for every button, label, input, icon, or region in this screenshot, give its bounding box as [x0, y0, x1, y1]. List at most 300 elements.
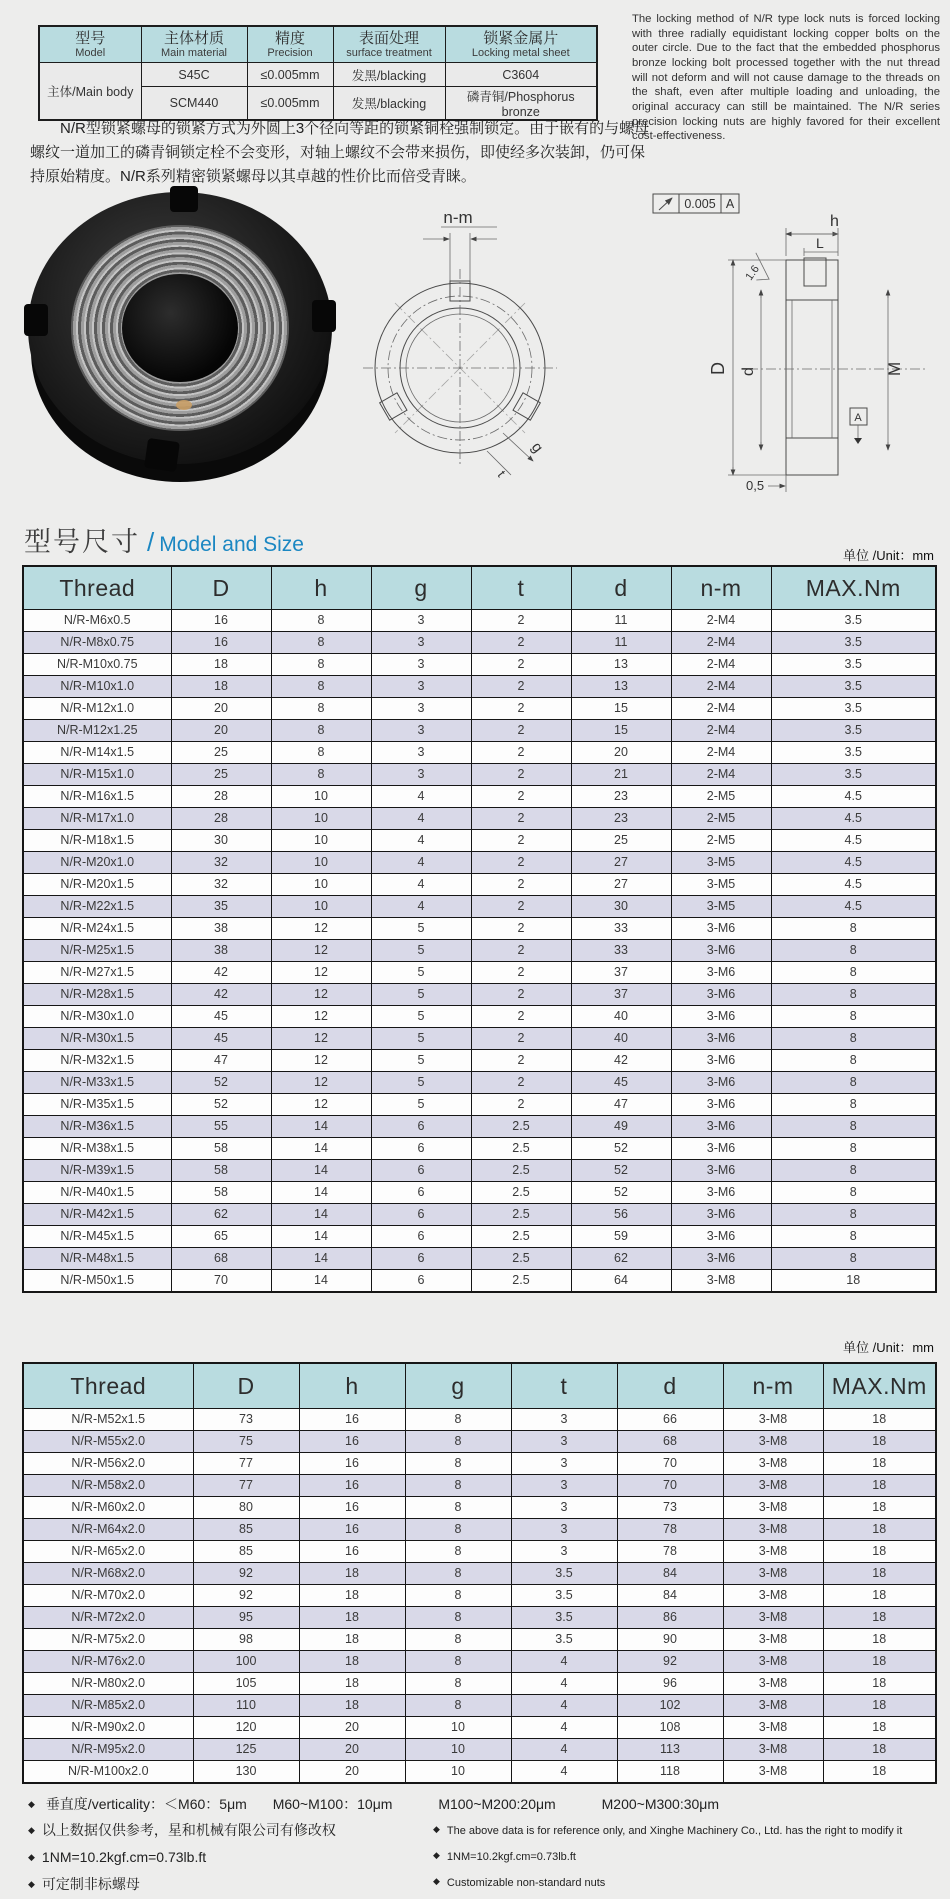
table-cell: 18	[823, 1673, 936, 1695]
table-cell: 20	[299, 1717, 405, 1739]
table-cell: 18	[299, 1607, 405, 1629]
table-cell: 10	[271, 808, 371, 830]
table-row	[23, 1563, 936, 1585]
table-cell: 18	[171, 676, 271, 698]
table-cell: 4.5	[771, 786, 936, 808]
table-cell: 2-M5	[671, 786, 771, 808]
col-d: d	[571, 566, 671, 610]
table-cell: 20	[171, 698, 271, 720]
table-cell: N/R-M12x1.0	[23, 698, 171, 720]
table-cell: 15	[571, 720, 671, 742]
table-cell: 8	[771, 918, 936, 940]
table-cell: 2	[471, 940, 571, 962]
col-thread: Thread	[23, 1363, 193, 1409]
table-row	[23, 1695, 936, 1717]
table-cell: N/R-M70x2.0	[23, 1585, 193, 1607]
table-cell: 3.5	[511, 1563, 617, 1585]
table-cell: N/R-M17x1.0	[23, 808, 171, 830]
table-cell: 8	[771, 1094, 936, 1116]
table-cell: 18	[299, 1629, 405, 1651]
table-cell: 2-M4	[671, 720, 771, 742]
table-cell: 3-M6	[671, 962, 771, 984]
table-cell: 4	[371, 808, 471, 830]
materials-header-row	[39, 26, 597, 63]
table-cell: 2	[471, 676, 571, 698]
table-cell: 3-M6	[671, 1116, 771, 1138]
table-row	[23, 1248, 936, 1270]
table-cell: 68	[617, 1431, 723, 1453]
table-cell: N/R-M22x1.5	[23, 896, 171, 918]
table-cell: 8	[771, 1204, 936, 1226]
col-thread: Thread	[23, 566, 171, 610]
table-row	[23, 1431, 936, 1453]
table-cell: 66	[617, 1409, 723, 1431]
table-cell: N/R-M25x1.5	[23, 940, 171, 962]
table-cell: 8	[771, 1072, 936, 1094]
table-cell: 78	[617, 1519, 723, 1541]
table-cell: 8	[405, 1629, 511, 1651]
table-cell: 3.5	[511, 1607, 617, 1629]
table-cell: N/R-M15x1.0	[23, 764, 171, 786]
size-table-header-row	[23, 566, 936, 610]
table-cell: 8	[271, 610, 371, 632]
table-cell: 45	[171, 1028, 271, 1050]
table-row	[23, 1475, 936, 1497]
col-precision-zh: 精度	[274, 30, 305, 47]
table-cell: 2-M5	[671, 830, 771, 852]
table-cell: 10	[271, 830, 371, 852]
table-cell: 18	[823, 1739, 936, 1761]
table-cell: 2	[471, 1094, 571, 1116]
table-cell: 2-M4	[671, 610, 771, 632]
table-cell: 28	[171, 808, 271, 830]
unit-label: 单位 /Unit：mm	[842, 1340, 934, 1355]
table-cell: 3-M8	[671, 1270, 771, 1293]
table-cell: 84	[617, 1585, 723, 1607]
table-cell: 14	[271, 1182, 371, 1204]
col-g: g	[371, 566, 471, 610]
table-cell: 3	[371, 742, 471, 764]
col-D: D	[193, 1363, 299, 1409]
nut-slot	[312, 300, 336, 332]
table-cell: 65	[171, 1226, 271, 1248]
table-cell: 3-M8	[723, 1739, 823, 1761]
table-row	[23, 720, 936, 742]
table-cell: 4.5	[771, 896, 936, 918]
table-cell: 70	[171, 1270, 271, 1293]
table-cell: 40	[571, 1028, 671, 1050]
table-cell: 21	[571, 764, 671, 786]
nut-face	[28, 192, 332, 464]
tolerance-datum-ref: A	[725, 197, 735, 211]
table-cell: 3	[511, 1497, 617, 1519]
note-item: ◆ Customizable non-standard nuts	[433, 1876, 902, 1889]
table-cell: N/R-M100x2.0	[23, 1761, 193, 1784]
table-cell: 14	[271, 1248, 371, 1270]
note-item: ◆ 1NM=10.2kgf.cm=0.73lb.ft	[433, 1850, 902, 1863]
table-cell: 3-M8	[723, 1497, 823, 1519]
table-cell: 4	[511, 1651, 617, 1673]
table-cell: 45	[571, 1072, 671, 1094]
table-cell: 37	[571, 984, 671, 1006]
col-locking-sheet	[445, 26, 597, 63]
table-cell: 3-M6	[671, 1072, 771, 1094]
table-cell: 10	[271, 896, 371, 918]
table-cell: 52	[171, 1072, 271, 1094]
table-row	[23, 1761, 936, 1784]
table-cell: 发黑/blacking	[333, 87, 445, 121]
table-cell: 18	[823, 1563, 936, 1585]
table-cell: 47	[171, 1050, 271, 1072]
table-cell: 3-M6	[671, 984, 771, 1006]
table-cell: 6	[371, 1160, 471, 1182]
size-table-2-body	[23, 1409, 936, 1784]
front-view-drawing	[345, 203, 580, 498]
table-cell: 3-M5	[671, 852, 771, 874]
table-cell: 85	[193, 1519, 299, 1541]
table-cell: 3-M6	[671, 1028, 771, 1050]
table-cell: 52	[571, 1182, 671, 1204]
table-cell: 3-M8	[723, 1431, 823, 1453]
table-cell: 18	[823, 1453, 936, 1475]
table-cell: 5	[371, 1028, 471, 1050]
table-row	[23, 1204, 936, 1226]
table-cell: 113	[617, 1739, 723, 1761]
table-cell: 73	[617, 1497, 723, 1519]
nut-slot	[170, 186, 198, 212]
table-cell: 8	[771, 1116, 936, 1138]
table-cell: 2	[471, 1072, 571, 1094]
table-cell: 3	[371, 720, 471, 742]
table-cell: 10	[405, 1717, 511, 1739]
table-cell: 2	[471, 918, 571, 940]
runout-tolerance-frame	[653, 194, 739, 213]
table-cell: C3604	[445, 63, 597, 87]
table-cell: N/R-M33x1.5	[23, 1072, 171, 1094]
table-cell: 3	[371, 698, 471, 720]
table-row	[23, 1409, 936, 1431]
size-table-header-row	[23, 1363, 936, 1409]
table-cell: 105	[193, 1673, 299, 1695]
table-cell: 4	[371, 874, 471, 896]
table-cell: N/R-M36x1.5	[23, 1116, 171, 1138]
table-cell: 2-M4	[671, 654, 771, 676]
table-cell: 10	[271, 852, 371, 874]
table-row	[23, 984, 936, 1006]
table-cell: 8	[405, 1431, 511, 1453]
table-cell: 12	[271, 962, 371, 984]
table-cell: 4	[511, 1695, 617, 1717]
table-cell: N/R-M27x1.5	[23, 962, 171, 984]
col-locking-sheet-zh: 锁紧金属片	[483, 30, 559, 47]
table-cell: 78	[617, 1541, 723, 1563]
tolerance-value: 0.005	[684, 197, 716, 211]
col-surface-zh: 表面处理	[358, 30, 419, 47]
table-cell: 16	[299, 1453, 405, 1475]
table-cell: 3	[371, 654, 471, 676]
table-cell: 12	[271, 940, 371, 962]
table-cell: 52	[171, 1094, 271, 1116]
table-cell: 2	[471, 764, 571, 786]
table-cell: 62	[571, 1248, 671, 1270]
table-cell: 8	[771, 1160, 936, 1182]
heading-slash: /	[147, 527, 155, 557]
table-cell: 98	[193, 1629, 299, 1651]
table-cell: 2	[471, 830, 571, 852]
table-row	[23, 1673, 936, 1695]
table-cell: 37	[571, 962, 671, 984]
table-cell: 3	[511, 1453, 617, 1475]
table-cell: 68	[171, 1248, 271, 1270]
table-row	[23, 698, 936, 720]
table-row	[23, 808, 936, 830]
table-cell: N/R-M90x2.0	[23, 1717, 193, 1739]
table-cell: 10	[405, 1739, 511, 1761]
table-cell: 77	[193, 1453, 299, 1475]
table-cell: 2	[471, 896, 571, 918]
table-cell: N/R-M30x1.0	[23, 1006, 171, 1028]
table-cell: 8	[771, 962, 936, 984]
datum-a-label: A	[854, 412, 862, 424]
table-cell: 2.5	[471, 1248, 571, 1270]
table-cell: 8	[405, 1541, 511, 1563]
table-cell: 3-M6	[671, 1006, 771, 1028]
table-cell: 18	[823, 1519, 936, 1541]
table-cell: 64	[571, 1270, 671, 1293]
table-cell: 8	[271, 676, 371, 698]
table-row	[23, 610, 936, 632]
table-cell: 3-M8	[723, 1695, 823, 1717]
table-cell: 8	[771, 940, 936, 962]
table-row	[23, 1160, 936, 1182]
table-cell: 3-M6	[671, 1094, 771, 1116]
table-cell: 2	[471, 984, 571, 1006]
table-cell: 5	[371, 1094, 471, 1116]
table-row	[23, 786, 936, 808]
section-title-en: Model and Size	[159, 533, 304, 556]
table-cell: 3-M8	[723, 1585, 823, 1607]
table-cell: 8	[271, 654, 371, 676]
table-cell: 8	[405, 1475, 511, 1497]
note-verticality-c: M100~M200:20μm	[438, 1796, 556, 1812]
table-cell: 14	[271, 1160, 371, 1182]
table-cell: 12	[271, 984, 371, 1006]
table-cell: N/R-M32x1.5	[23, 1050, 171, 1072]
table-row	[23, 1497, 936, 1519]
table-row	[23, 1519, 936, 1541]
table-row	[23, 1651, 936, 1673]
table-cell: 12	[271, 1006, 371, 1028]
table-cell: 32	[171, 874, 271, 896]
table-row	[23, 632, 936, 654]
table-cell: 20	[299, 1761, 405, 1784]
table-cell: 12	[271, 1028, 371, 1050]
table-cell: 3-M8	[723, 1409, 823, 1431]
table-cell: 14	[271, 1138, 371, 1160]
table-cell: 3-M6	[671, 918, 771, 940]
table-cell: 38	[171, 918, 271, 940]
table-cell: 20	[571, 742, 671, 764]
table-cell: N/R-M10x1.0	[23, 676, 171, 698]
table-cell: 8	[405, 1497, 511, 1519]
table-cell: 18	[771, 1270, 936, 1293]
table-cell: 38	[171, 940, 271, 962]
table-cell: 4.5	[771, 874, 936, 896]
table-cell: 3-M8	[723, 1453, 823, 1475]
table-row	[23, 1739, 936, 1761]
materials-row	[39, 63, 597, 87]
table-cell: 3-M8	[723, 1629, 823, 1651]
table-cell: N/R-M16x1.5	[23, 786, 171, 808]
table-cell: 2.5	[471, 1226, 571, 1248]
table-cell: 3.5	[511, 1585, 617, 1607]
table-cell: 5	[371, 918, 471, 940]
table-cell: 8	[771, 1028, 936, 1050]
table-cell: N/R-M56x2.0	[23, 1453, 193, 1475]
table-cell: 3.5	[771, 632, 936, 654]
table-cell: 58	[171, 1182, 271, 1204]
dim-L-label: L	[816, 235, 824, 251]
table-row	[23, 1050, 936, 1072]
table-cell: 18	[299, 1673, 405, 1695]
table-row	[23, 764, 936, 786]
table-cell: N/R-M20x1.0	[23, 852, 171, 874]
table-cell: N/R-M14x1.5	[23, 742, 171, 764]
table-cell: 15	[571, 698, 671, 720]
table-cell: N/R-M18x1.5	[23, 830, 171, 852]
table-cell: 2	[471, 852, 571, 874]
table-cell: 3-M6	[671, 1248, 771, 1270]
col-material-en: Main material	[160, 47, 228, 60]
table-cell: 6	[371, 1204, 471, 1226]
table-cell: 58	[171, 1138, 271, 1160]
table-cell: 3-M6	[671, 1182, 771, 1204]
table-row	[23, 962, 936, 984]
table-cell: 16	[299, 1409, 405, 1431]
materials-table	[38, 25, 598, 121]
table-cell: 8	[771, 1182, 936, 1204]
table-cell: 10	[271, 786, 371, 808]
table-cell: 40	[571, 1006, 671, 1028]
note-item: ◆ 1NM=10.2kgf.cm=0.73lb.ft	[28, 1849, 336, 1865]
table-cell: 10	[271, 874, 371, 896]
table-row	[23, 1028, 936, 1050]
table-cell: 4.5	[771, 830, 936, 852]
table-cell: 80	[193, 1497, 299, 1519]
table-cell: 3-M6	[671, 1160, 771, 1182]
table-cell: N/R-M60x2.0	[23, 1497, 193, 1519]
table-cell: 8	[271, 720, 371, 742]
table-cell: 8	[405, 1409, 511, 1431]
table-cell: 3.5	[511, 1629, 617, 1651]
table-cell: 8	[405, 1651, 511, 1673]
table-cell: 8	[771, 1050, 936, 1072]
table-cell: 12	[271, 1094, 371, 1116]
table-cell: 3.5	[771, 676, 936, 698]
table-cell: 55	[171, 1116, 271, 1138]
table-cell: N/R-M80x2.0	[23, 1673, 193, 1695]
table-cell: 18	[823, 1475, 936, 1497]
table-cell: 33	[571, 918, 671, 940]
table-cell: 6	[371, 1270, 471, 1293]
size-table-1	[22, 565, 937, 1293]
col-h: h	[299, 1363, 405, 1409]
table-cell: 2	[471, 654, 571, 676]
table-cell: 8	[771, 1138, 936, 1160]
table-cell: 5	[371, 1072, 471, 1094]
table-cell: 3	[511, 1519, 617, 1541]
table-cell: 20	[171, 720, 271, 742]
table-cell: N/R-M64x2.0	[23, 1519, 193, 1541]
table-cell: 4	[511, 1673, 617, 1695]
table-row	[23, 1182, 936, 1204]
table-cell: N/R-M85x2.0	[23, 1695, 193, 1717]
table-cell: 14	[271, 1270, 371, 1293]
table-cell: 2	[471, 808, 571, 830]
table-cell: 2.5	[471, 1116, 571, 1138]
dim-h-label: h	[830, 213, 839, 230]
unit-label: 单位 /Unit：mm	[842, 548, 934, 563]
table-cell: 8	[271, 742, 371, 764]
runout-symbol-icon	[659, 198, 672, 210]
table-cell: 18	[823, 1695, 936, 1717]
table-cell: 18	[823, 1651, 936, 1673]
table-cell: 14	[271, 1116, 371, 1138]
product-photo	[28, 188, 336, 488]
table-cell: 3	[511, 1431, 617, 1453]
table-cell: 92	[193, 1563, 299, 1585]
table-cell: 18	[823, 1629, 936, 1651]
table-cell: N/R-M39x1.5	[23, 1160, 171, 1182]
table-cell: 4.5	[771, 808, 936, 830]
table-cell: 2	[471, 698, 571, 720]
table-cell: 3-M8	[723, 1717, 823, 1739]
table-cell: 92	[617, 1651, 723, 1673]
table-cell: 2	[471, 874, 571, 896]
table-cell: 18	[823, 1607, 936, 1629]
table-cell: 3.5	[771, 654, 936, 676]
col-g: g	[405, 1363, 511, 1409]
table-cell: 2.5	[471, 1160, 571, 1182]
table-cell: N/R-M58x2.0	[23, 1475, 193, 1497]
table-cell: 8	[405, 1607, 511, 1629]
table-cell: 3-M6	[671, 1050, 771, 1072]
table-cell: 8	[771, 1006, 936, 1028]
table-cell: 3-M6	[671, 940, 771, 962]
table-cell: 62	[171, 1204, 271, 1226]
table-cell: 16	[299, 1475, 405, 1497]
table-cell: 86	[617, 1607, 723, 1629]
table-cell: ≤0.005mm	[247, 87, 333, 121]
table-row	[23, 852, 936, 874]
note-verticality-a: 垂直度/verticality：＜M60：5μm	[45, 1796, 247, 1812]
note-item: ◆ 可定制非标螺母	[28, 1874, 336, 1894]
table-cell: 110	[193, 1695, 299, 1717]
table-cell: ≤0.005mm	[247, 63, 333, 87]
table-row	[23, 1585, 936, 1607]
table-cell: 6	[371, 1248, 471, 1270]
table-cell: 16	[171, 632, 271, 654]
table-cell: 120	[193, 1717, 299, 1739]
size-table-1-body	[23, 610, 936, 1293]
nut-slot	[24, 304, 48, 336]
col-surface-en: surface treatment	[346, 47, 432, 60]
table-cell: N/R-M38x1.5	[23, 1138, 171, 1160]
table-row	[23, 940, 936, 962]
dim-nm-label: n-m	[443, 208, 473, 227]
table-cell: 2.5	[471, 1204, 571, 1226]
col-t: t	[511, 1363, 617, 1409]
